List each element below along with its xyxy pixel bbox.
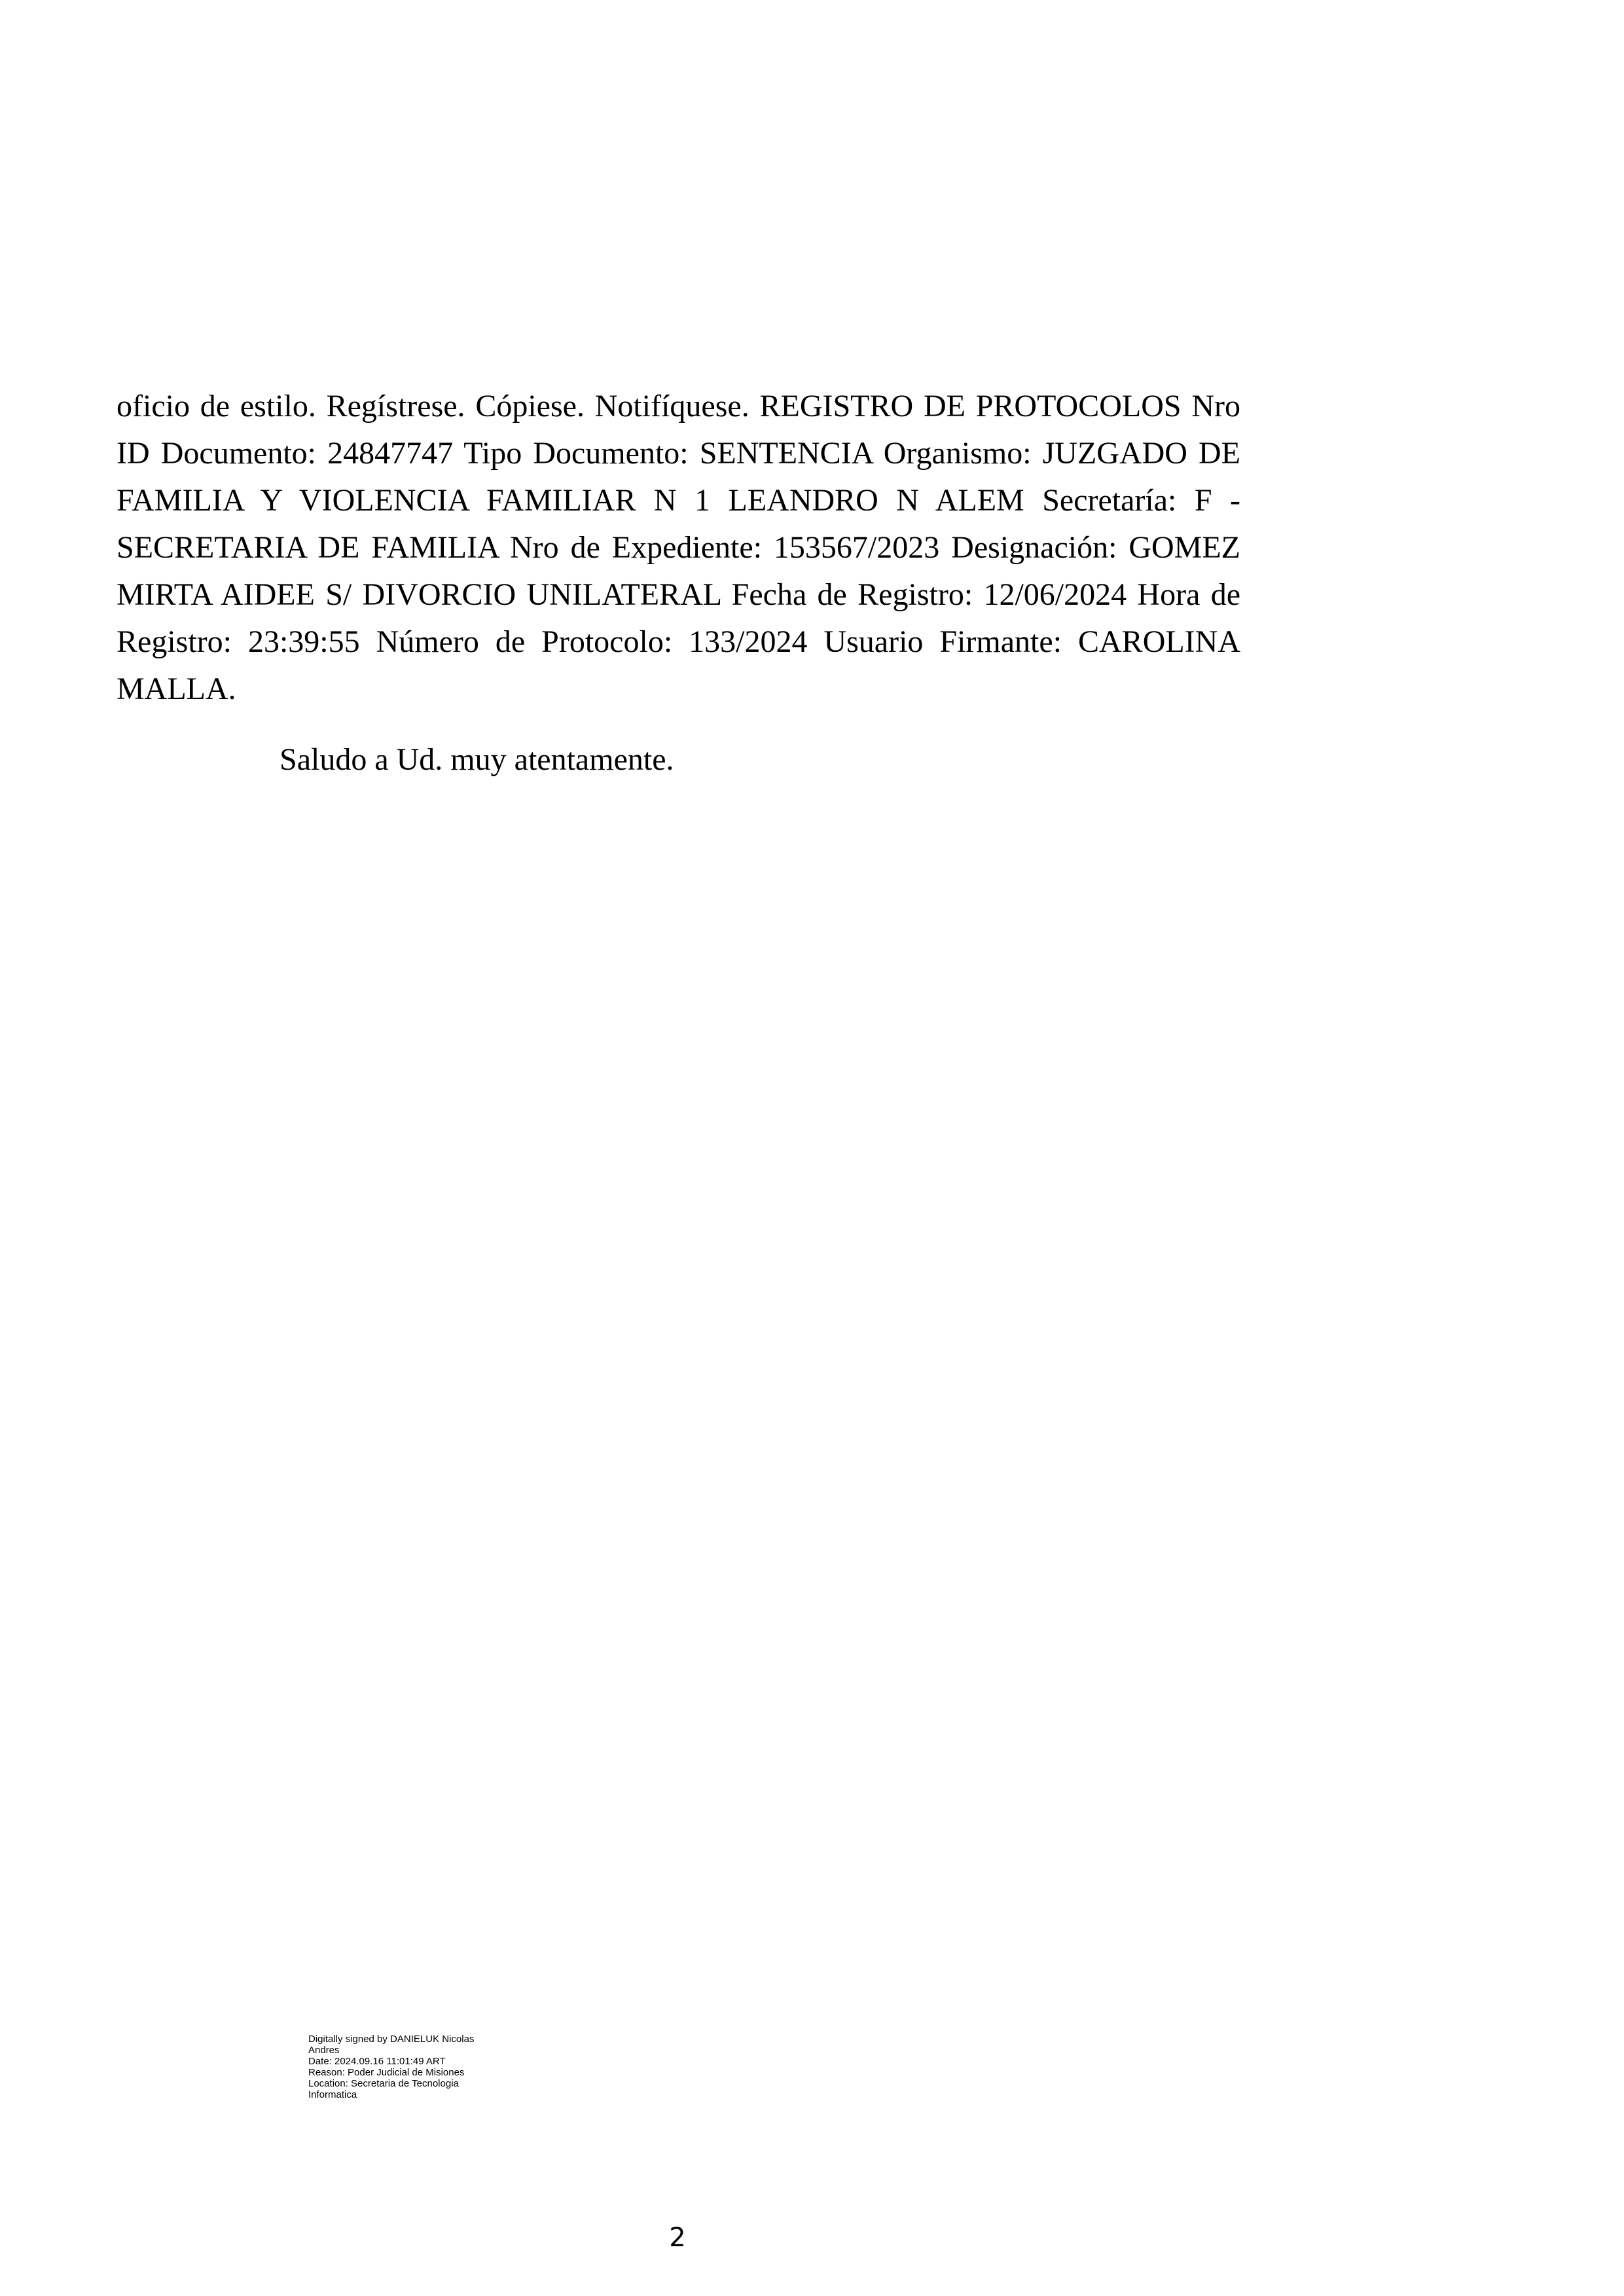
signature-line-signer-name: Andres	[308, 2045, 340, 2056]
signature-line-location-cont: Informatica	[308, 2089, 357, 2100]
signature-line-date: Date: 2024.09.16 11:01:49 ART	[308, 2056, 446, 2067]
body-paragraph: oficio de estilo. Regístrese. Cópiese. Notifíquese. REGISTRO DE PROTOCOLOS Nro ID Documento: 24847747 Tipo Documento: SENTENCIA Organismo: JUZGADO DE FAMILIA Y VIOLENCIA FAMILIAR N 1 LEANDRO N ALEM Secretaría: F - SECRETARIA DE FAMILIA Nro de Expediente: 153567/2023 Designación: GOMEZ MIRTA AIDEE S/ DIVORCIO UNILATERAL Fecha de Registro: 12/06/2024 Hora de Registro: 23:39:55 Número de Protocolo: 133/2024 Usuario Firmante: CAROLINA MALLA.	[117, 389, 1240, 706]
signature-line-reason: Reason: Poder Judicial de Misiones	[308, 2067, 465, 2078]
signature-line-signed-by: Digitally signed by DANIELUK Nicolas	[308, 2034, 475, 2045]
signature-line-location: Location: Secretaria de Tecnologia	[308, 2078, 459, 2089]
closing-salutation: Saludo a Ud. muy atentamente.	[280, 742, 674, 777]
digital-signature-block	[308, 2034, 505, 2100]
page-number: 2	[669, 2223, 686, 2253]
